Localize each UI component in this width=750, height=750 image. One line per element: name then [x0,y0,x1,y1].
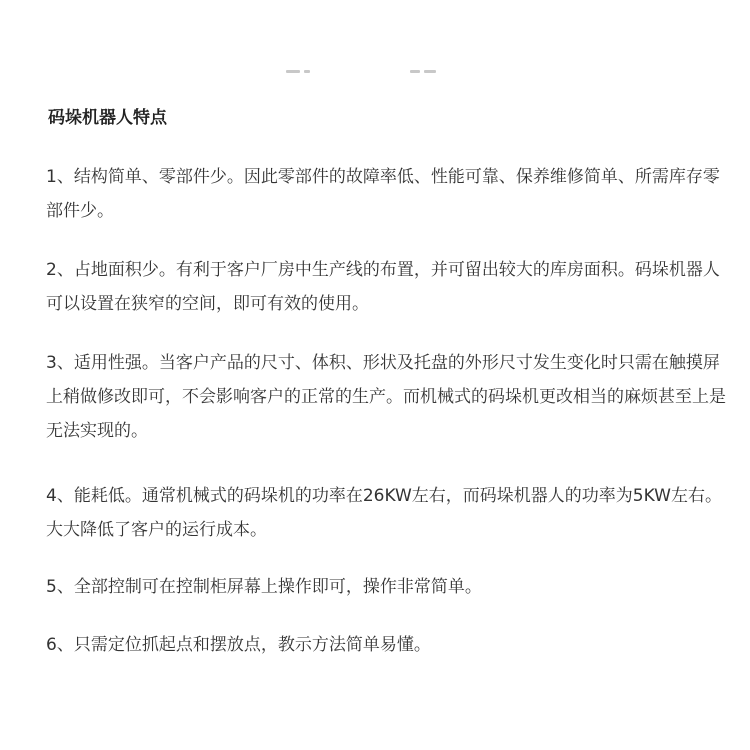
feature-point-6: 6、只需定位抓起点和摆放点，教示方法简单易懂。 [46,635,431,655]
feature-point-4: 4、能耗低。通常机械式的码垛机的功率在26KW左右，而码垛机器人的功率为5KW左右。大大降低了客户的运行成本。 [46,486,722,540]
document-title: 码垛机器人特点 [48,108,167,128]
cropped-text-fragment [286,70,466,80]
feature-point-5: 5、全部控制可在控制柜屏幕上操作即可，操作非常简单。 [46,577,482,597]
feature-point-1: 1、结构简单、零部件少。因此零部件的故障率低、性能可靠、保养维修简单、所需库存零部件少。 [46,167,720,221]
feature-point-3: 3、适用性强。当客户产品的尺寸、体积、形状及托盘的外形尺寸发生变化时只需在触摸屏上稍做修改即可，不会影响客户的正常的生产。而机械式的码垛机更改相当的麻烦甚至上是无法实现的。 [46,353,726,441]
feature-point-2: 2、占地面积少。有利于客户厂房中生产线的布置，并可留出较大的库房面积。码垛机器人可以设置在狭窄的空间，即可有效的使用。 [46,260,720,314]
